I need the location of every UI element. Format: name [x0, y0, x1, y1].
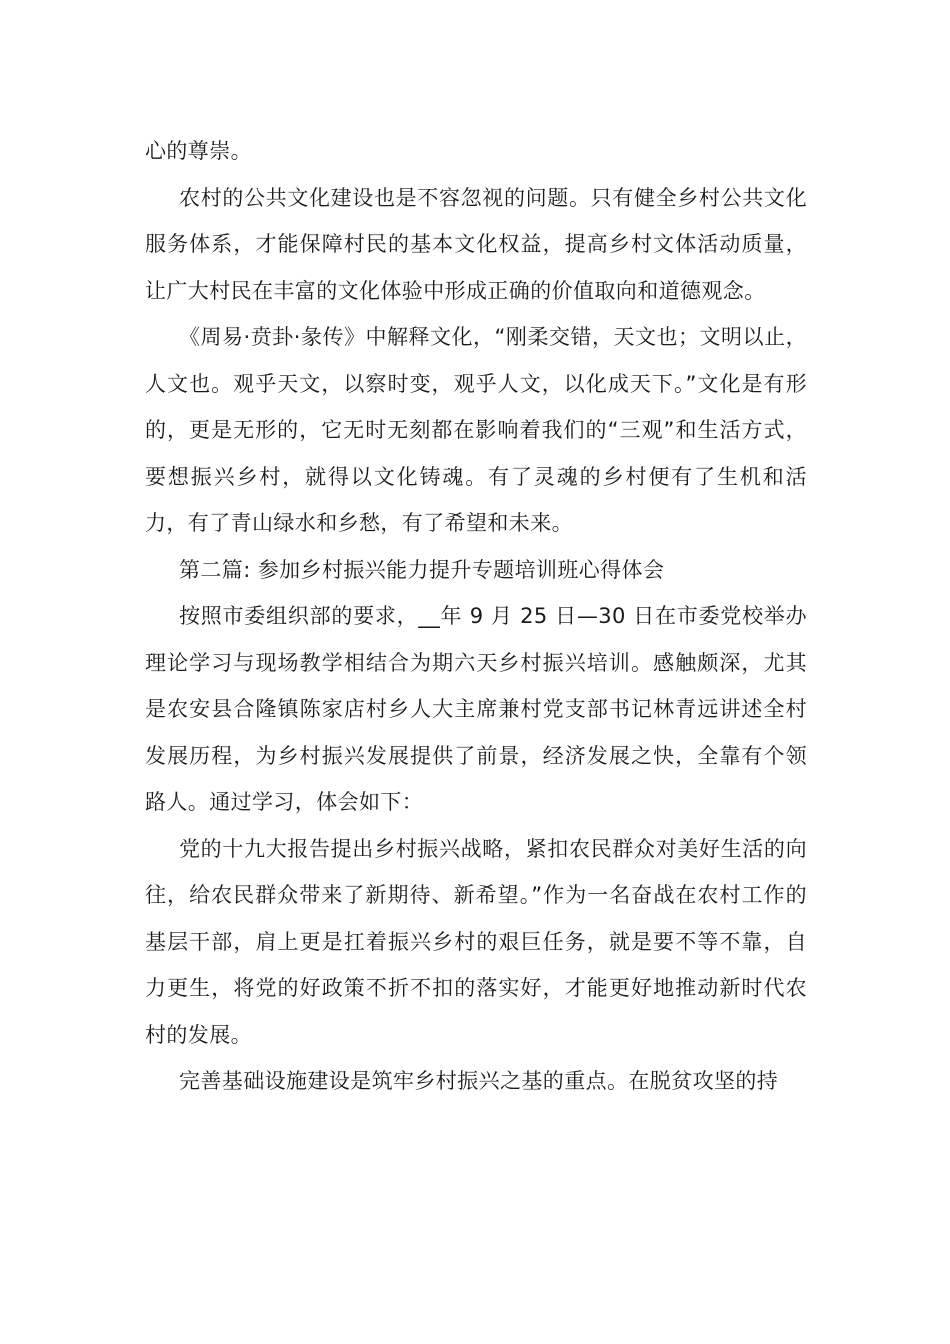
paragraph-infrastructure: 完善基础设施建设是筑牢乡村振兴之基的重点。在脱贫攻坚的持	[179, 1069, 779, 1093]
paragraph-zhouyi-quote: 《周易·贲卦·彖传》中解释文化，“刚柔交错，天文也；文明以止，人文也。观乎天文，以察时变，观乎人文，以化成天下。”文化是有形的，更是无形的，它无时无刻都在影响着我们的“三观”和生活方式，要想振兴乡村，就得以文化铸魂。有了灵魂的乡村便有了生机和活力，有了青山绿水和乡愁，有了希望和未来。	[145, 325, 807, 535]
paragraph-training-intro: 按照市委组织部的要求，__年 9 月 25 日—30 日在市委党校举办理论学习与现场教学相结合为期六天乡村振兴培训。感触颇深，尤其是农安县合隆镇陈家店村乡人大主席兼村党支部书记林青远讲述全村发展历程，为乡村振兴发展提供了前景，经济发展之快，全靠有个领路人。通过学习，体会如下：	[145, 604, 807, 814]
paragraph-public-culture: 农村的公共文化建设也是不容忽视的问题。只有健全乡村公共文化服务体系，才能保障村民的基本文化权益，提高乡村文体活动质量，让广大村民在丰富的文化体验中形成正确的价值取向和道德观念。	[145, 185, 807, 303]
section-heading: 第二篇: 参加乡村振兴能力提升专题培训班心得体会	[179, 557, 665, 582]
paragraph-nineteenth-congress: 党的十九大报告提出乡村振兴战略，紧扣农民群众对美好生活的向往，给农民群众带来了新期待、新希望。”作为一名奋战在农村工作的基层干部，肩上更是扛着振兴乡村的艰巨任务，就是要不等不靠，自力更生，将党的好政策不折不扣的落实好，才能更好地推动新时代农村的发展。	[145, 836, 807, 1047]
paragraph-continuation: 心的尊崇。	[145, 139, 252, 163]
document-body	[145, 128, 807, 1105]
